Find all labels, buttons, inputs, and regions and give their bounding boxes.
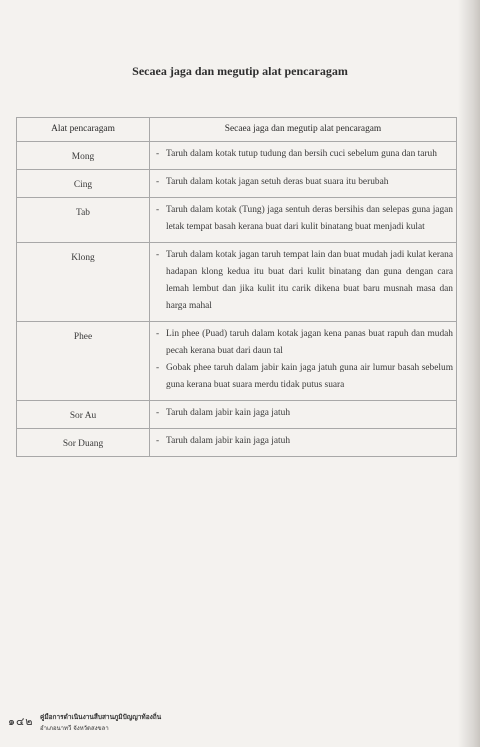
table-row	[17, 142, 457, 170]
footer-book-title: คู่มือการดำเนินงานสืบสานภูมิปัญญาท้องถิ่น	[40, 713, 162, 721]
bullet-dash: -	[156, 363, 160, 373]
page-title: Secaea jaga dan megutip alat pencaragam	[132, 64, 348, 78]
table-row	[17, 401, 457, 429]
table-row	[17, 243, 457, 322]
instrument-name: Mong	[17, 142, 150, 170]
care-instructions	[150, 243, 457, 322]
bullet-dash: -	[156, 205, 160, 215]
care-item	[156, 360, 453, 394]
bullet-dash: -	[156, 436, 160, 446]
care-instructions	[150, 429, 457, 457]
bullet-dash: -	[156, 250, 160, 260]
instrument-name: Klong	[17, 243, 150, 322]
care-instructions	[150, 401, 457, 429]
footer-location: อำเภอนาทวี จังหวัดสงขลา	[40, 725, 109, 732]
care-item-text: Gobak phee taruh dalam jabir kain jaga jatuh guna air lumur basah sebelum guna kerana buat suara merdu tidak putus suara	[166, 363, 453, 390]
instrument-name: Sor Au	[17, 401, 150, 429]
table-row	[17, 198, 457, 243]
table-row	[17, 429, 457, 457]
table-body	[17, 142, 457, 457]
care-item-text: Taruh dalam jabir kain jaga jatuh	[166, 436, 291, 446]
care-instructions	[150, 142, 457, 170]
care-item-text: Taruh dalam kotak (Tung) jaga sentuh deras bersihis dan selepas guna jagan letak tempat basah kerana buat dari kulit binatang buat menjadi kulat	[166, 205, 453, 232]
bullet-dash: -	[156, 329, 160, 339]
care-item-text: Taruh dalam kotak jagan setuh deras buat suara itu berubah	[166, 177, 389, 187]
care-item-text: Taruh dalam kotak jagan taruh tempat lain dan buat mudah jadi kulat kerana hadapan klong kedua itu buat dari kulit binatang dan guna dengan cara lemah lembut dan jika kulit itu carik dikena buat baru musnah masa dan harga mahal	[166, 250, 453, 311]
bullet-dash: -	[156, 177, 160, 187]
table-row	[17, 322, 457, 401]
care-instructions	[150, 198, 457, 243]
instrument-name: Tab	[17, 198, 150, 243]
care-instructions	[150, 322, 457, 401]
instrument-name: Phee	[17, 322, 150, 401]
care-item	[156, 433, 453, 450]
care-item-text: Taruh dalam jabir kain jaga jatuh	[166, 408, 291, 418]
column-header-care: Secaea jaga dan megutip alat pencaragam	[150, 118, 457, 142]
care-item	[156, 326, 453, 360]
column-header-instrument: Alat pencaragam	[17, 118, 150, 142]
bullet-dash: -	[156, 408, 160, 418]
care-instructions	[150, 170, 457, 198]
care-item	[156, 174, 453, 191]
page-number: ๑๔๒	[8, 715, 34, 728]
table-row	[17, 170, 457, 198]
care-item	[156, 202, 453, 236]
care-item	[156, 146, 453, 163]
care-item-text: Lin phee (Puad) taruh dalam kotak jagan kena panas buat rapuh dan mudah pecah kerana buat dari daun tal	[166, 329, 453, 356]
care-item	[156, 247, 453, 315]
care-table	[16, 117, 457, 457]
instrument-name: Cing	[17, 170, 150, 198]
instrument-name: Sor Duang	[17, 429, 150, 457]
page-edge-shadow	[458, 0, 480, 747]
table-header-row	[17, 118, 457, 142]
care-item	[156, 405, 453, 422]
bullet-dash: -	[156, 149, 160, 159]
care-item-text: Taruh dalam kotak tutup tudung dan bersih cuci sebelum guna dan taruh	[166, 149, 437, 159]
